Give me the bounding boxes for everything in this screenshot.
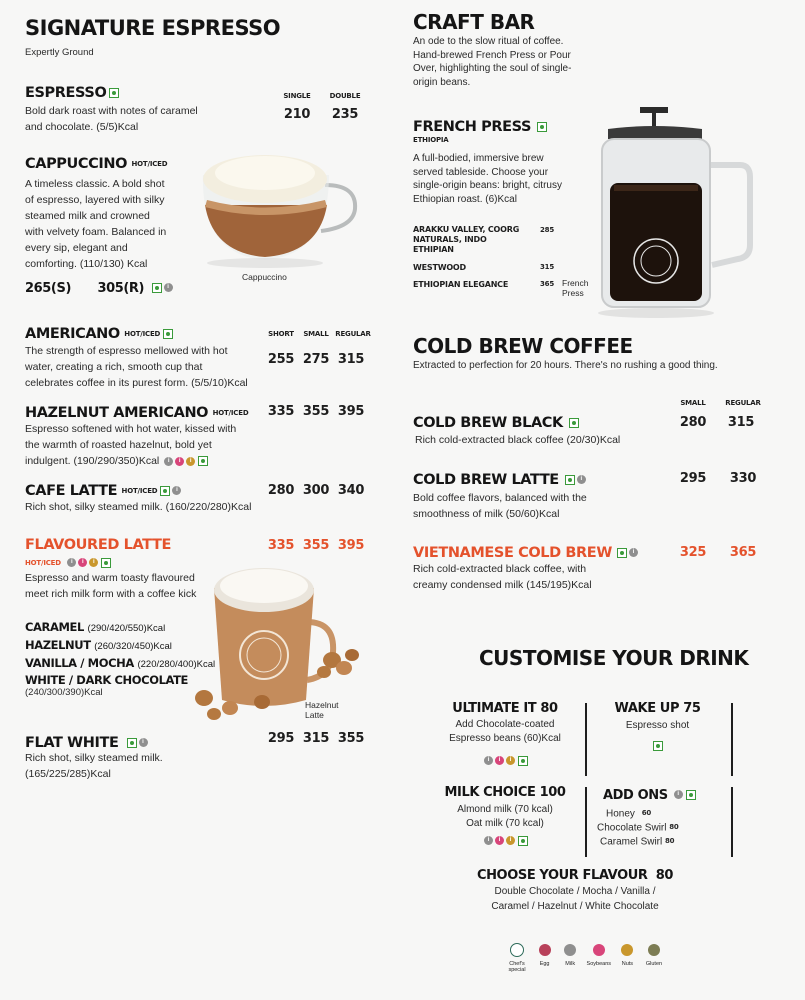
cafe-latte-desc: Rich shot, silky steamed milk. (160/220/280)Kcal <box>25 501 252 513</box>
espresso-price-single: 210 <box>283 107 311 122</box>
french-press-image <box>590 105 760 320</box>
cafe-latte-heading <box>25 482 181 500</box>
veg-icon <box>565 475 575 485</box>
cold-brew-latte-price-regular: 330 <box>729 471 757 486</box>
flavour-kcal: (220/280/400)Kcal <box>137 659 216 670</box>
milk-icon: i <box>139 738 148 747</box>
nuts-icon: i <box>186 457 195 466</box>
soybeans-icon: i <box>175 457 184 466</box>
flavour-name: VANILLA / MOCHA <box>25 656 134 670</box>
flat-white-price-regular: 355 <box>337 731 365 746</box>
vietnamese-cold-brew-desc: Rich cold-extracted black coffee, with creamy condensed milk (145/195)Kcal <box>413 563 592 591</box>
milk-icon: i <box>674 790 683 799</box>
legend-chef-special <box>505 941 529 973</box>
milk-icon <box>564 944 576 956</box>
milk-choice-oat: Oat milk (70 kcal) <box>466 818 544 829</box>
cappuccino-prices <box>25 279 173 297</box>
milk-icon: i <box>172 486 181 495</box>
french-press-heading <box>413 118 547 136</box>
flavour-white-dark-chocolate-kcal: (240/300/390)Kcal <box>25 687 103 698</box>
cold-brew-latte-heading <box>413 471 586 489</box>
flavour-name: WHITE / DARK CHOCOLATE <box>25 673 189 687</box>
divider <box>585 703 587 776</box>
flat-white-price-small: 315 <box>302 731 330 746</box>
milk-icon: i <box>484 756 493 765</box>
legend-soybeans <box>586 941 612 973</box>
flavour-vanilla-mocha <box>25 656 215 670</box>
allergen-legend <box>505 941 665 973</box>
milk-icon: i <box>164 457 173 466</box>
col-regular: REGULAR <box>725 399 761 407</box>
legend-label: Milk <box>565 961 576 967</box>
hazelnut-latte-caption: Hazelnut Latte <box>305 700 339 720</box>
americano-desc: The strength of espresso mellowed with hot water, creating a rich, smooth cup that celebrates coffee in its purest form. (5/5/10)Kcal <box>25 345 248 389</box>
col-small: SMALL <box>303 330 329 338</box>
col-double: DOUBLE <box>329 92 361 100</box>
hazelnut-americano-name: HAZELNUT AMERICANO <box>25 405 209 421</box>
craft-bar-title: CRAFT BAR <box>413 10 535 34</box>
espresso-name: ESPRESSO <box>25 85 107 101</box>
flavour-kcal: (290/420/550)Kcal <box>87 623 166 634</box>
legend-milk <box>560 941 580 973</box>
cold-brew-black-price-regular: 315 <box>727 415 755 430</box>
cold-brew-black-price-small: 280 <box>679 415 707 430</box>
addon-kcal: 80 <box>665 836 675 845</box>
addon-kcal: 80 <box>669 822 679 831</box>
wakeup-desc: Espresso shot <box>625 720 690 731</box>
signature-title: SIGNATURE ESPRESSO <box>25 16 281 40</box>
flavour-hazelnut <box>25 638 172 652</box>
veg-icon <box>109 88 119 98</box>
legend-egg <box>535 941 555 973</box>
hot-iced-tag: HOT/ICED <box>131 159 168 168</box>
cold-brew-subtitle: Extracted to perfection for 20 hours. There's no rushing a good thing. <box>413 360 718 371</box>
bean-arakku: ARAKKU VALLEY, COORG NATURALS, INDO ETHIPIAN <box>413 225 520 254</box>
veg-icon <box>686 790 696 800</box>
choose-flavour-block <box>470 869 680 914</box>
addons-heading <box>603 786 727 804</box>
legend-label: Nuts <box>621 961 634 967</box>
americano-name: AMERICANO <box>25 326 120 342</box>
cafe-latte-price-small: 300 <box>302 483 330 498</box>
cold-brew-black-desc: Rich cold-extracted black coffee (20/30)Kcal <box>415 434 621 446</box>
cold-brew-title: COLD BREW COFFEE <box>413 334 633 358</box>
cold-brew-latte-name: COLD BREW LATTE <box>413 472 559 488</box>
flavour-kcal: (260/320/450)Kcal <box>94 641 172 652</box>
chef-special-icon <box>510 943 524 957</box>
milk-choice-block <box>430 786 580 850</box>
americano-price-small: 275 <box>302 352 330 367</box>
milk-allergens <box>430 832 580 850</box>
craft-bar-desc: An ode to the slow ritual of coffee. Hand-brewed French Press or Pour Over, highlighting the soul of single-origin beans. <box>413 36 572 88</box>
cappuccino-heading <box>25 155 167 173</box>
legend-gluten <box>643 941 665 973</box>
milk-icon: i <box>484 836 493 845</box>
french-press-caption: French Press <box>562 278 589 298</box>
milk-choice-title: MILK CHOICE 100 <box>444 785 566 800</box>
ultimate-block <box>430 702 580 770</box>
cafe-latte-price-regular: 340 <box>337 483 365 498</box>
veg-icon <box>152 283 162 293</box>
addon-caramel-swirl <box>600 835 727 849</box>
flat-white-price-short: 295 <box>267 731 295 746</box>
cappuccino-price-r: 305(R) <box>97 281 145 296</box>
bean-ethiopian-elegance: ETHIOPIAN ELEGANCE <box>413 280 509 289</box>
cold-brew-black-name: COLD BREW BLACK <box>413 415 563 431</box>
nuts-icon <box>621 944 633 956</box>
veg-icon <box>617 548 627 558</box>
addon-honey <box>606 807 727 821</box>
addon-name: Caramel Swirl <box>600 836 663 848</box>
vietnamese-cold-brew-price-small: 325 <box>679 545 707 560</box>
flavoured-latte-price-small: 355 <box>302 538 330 553</box>
wakeup-block <box>600 702 715 755</box>
col-small: SMALL <box>680 399 706 407</box>
flavoured-latte-name: FLAVOURED LATTE <box>25 537 171 553</box>
veg-icon <box>537 122 547 132</box>
choose-flavour-title: CHOOSE YOUR FLAVOUR 80 <box>476 868 674 883</box>
bean-arakku-price: 285 <box>540 226 555 234</box>
milk-icon: i <box>629 548 638 557</box>
veg-icon <box>163 329 173 339</box>
choose-flavour-line1: Double Chocolate / Mocha / Vanilla / <box>494 886 656 897</box>
hot-iced-tag: HOT/ICED <box>25 558 61 567</box>
divider <box>585 787 587 857</box>
cappuccino-image <box>195 145 365 270</box>
cappuccino-desc: A timeless classic. A bold shot of espresso, layered with silky steamed milk and crowned with velvety foam. Balanced in every sip, elegant and comforting. (110/130) Kcal <box>25 178 167 270</box>
legend-nuts <box>617 941 637 973</box>
bean-ethiopian-elegance-price: 365 <box>540 280 555 288</box>
flavour-white-dark-chocolate <box>25 673 188 687</box>
cold-brew-black-heading <box>413 414 579 432</box>
ultimate-allergens <box>430 752 580 770</box>
soybeans-icon <box>593 944 605 956</box>
veg-icon <box>653 741 663 751</box>
divider <box>731 703 733 776</box>
espresso-desc: Bold dark roast with notes of caramel and chocolate. (5/5)Kcal <box>25 105 198 133</box>
divider <box>731 787 733 857</box>
hot-iced-tag: HOT/ICED <box>124 329 161 338</box>
cafe-latte-name: CAFE LATTE <box>25 483 118 499</box>
espresso-heading <box>25 84 119 102</box>
milk-icon: i <box>164 283 173 292</box>
addon-name: Chocolate Swirl <box>597 822 667 834</box>
hazelnut-americano-price-small: 355 <box>302 404 330 419</box>
choose-flavour-line2: Caramel / Hazelnut / White Chocolate <box>491 901 659 912</box>
flavour-name: CARAMEL <box>25 620 84 634</box>
col-regular: REGULAR <box>335 330 371 338</box>
customise-title: CUSTOMISE YOUR DRINK <box>479 646 749 670</box>
french-press-name: FRENCH PRESS <box>413 119 532 135</box>
espresso-price-double: 235 <box>331 107 359 122</box>
legend-label: Soybeans <box>586 961 612 967</box>
veg-icon <box>101 558 111 568</box>
ultimate-title: ULTIMATE IT 80 <box>452 701 558 716</box>
signature-subtitle: Expertly Ground <box>25 47 94 58</box>
veg-icon <box>518 756 528 766</box>
vietnamese-cold-brew-name: VIETNAMESE COLD BREW <box>413 545 612 561</box>
veg-icon <box>518 836 528 846</box>
veg-icon <box>198 456 208 466</box>
americano-price-short: 255 <box>267 352 295 367</box>
french-press-desc: A full-bodied, immersive brew served tableside. Choose your single-origin beans: bright, citrusy Ethiopian roast. (6)Kcal <box>413 153 562 205</box>
french-press-origin: ETHIOPIA <box>413 136 449 144</box>
hot-iced-tag: HOT/ICED <box>121 486 158 495</box>
flavoured-latte-price-short: 335 <box>267 538 295 553</box>
hazelnut-americano-desc <box>25 421 245 469</box>
nuts-icon: i <box>89 558 98 567</box>
milk-choice-almond: Almond milk (70 kcal) <box>457 804 553 815</box>
addon-kcal: 60 <box>641 809 652 817</box>
ultimate-desc: Add Chocolate-coated Espresso beans (60)Kcal <box>449 719 561 744</box>
bean-westwood-price: 315 <box>540 263 555 271</box>
addon-chocolate-swirl <box>597 821 727 835</box>
milk-icon: i <box>577 475 586 484</box>
addons-title: ADD ONS <box>603 788 668 803</box>
flavour-name: HAZELNUT <box>25 638 91 652</box>
legend-label: Egg <box>539 961 550 967</box>
cafe-latte-price-short: 280 <box>267 483 295 498</box>
cappuccino-caption: Cappuccino <box>242 272 287 282</box>
addon-name: Honey <box>606 808 635 820</box>
soybeans-icon: i <box>78 558 87 567</box>
soybeans-icon: i <box>495 756 504 765</box>
col-short: SHORT <box>268 330 294 338</box>
vietnamese-cold-brew-heading <box>413 544 638 562</box>
col-single: SINGLE <box>283 92 311 100</box>
gluten-icon <box>648 944 660 956</box>
cappuccino-name: CAPPUCCINO <box>25 156 128 172</box>
wakeup-title: WAKE UP 75 <box>614 701 701 716</box>
flavour-caramel <box>25 620 165 634</box>
veg-icon <box>569 418 579 428</box>
flavoured-latte-desc: Espresso and warm toasty flavoured meet rich milk form with a coffee kick <box>25 572 197 600</box>
flat-white-desc: Rich shot, silky steamed milk. (165/225/285)Kcal <box>25 752 163 780</box>
flavoured-latte-price-regular: 395 <box>337 538 365 553</box>
wakeup-veg <box>600 737 715 755</box>
cappuccino-price-s: 265(S) <box>25 281 71 296</box>
milk-icon: i <box>67 558 76 567</box>
hot-iced-tag: HOT/ICED <box>212 408 249 417</box>
bean-westwood: WESTWOOD <box>413 263 466 272</box>
americano-heading <box>25 325 173 343</box>
hazelnut-americano-desc-text: Espresso softened with hot water, kissed with the warmth of roasted hazelnut, bold yet indulgent. (190/290/350)Kcal <box>25 423 237 467</box>
addons-block <box>597 786 727 849</box>
hazelnut-americano-heading <box>25 404 248 422</box>
vietnamese-cold-brew-price-regular: 365 <box>729 545 757 560</box>
legend-label: Gluten <box>645 961 663 967</box>
nuts-icon: i <box>506 836 515 845</box>
americano-price-regular: 315 <box>337 352 365 367</box>
cold-brew-latte-desc: Bold coffee flavors, balanced with the smoothness of milk (50/60)Kcal <box>413 492 587 520</box>
flat-white-name: FLAT WHITE <box>25 735 119 751</box>
legend-label: Chef's special <box>508 961 526 973</box>
egg-icon <box>539 944 551 956</box>
nuts-icon: i <box>506 756 515 765</box>
soybeans-icon: i <box>495 836 504 845</box>
veg-icon <box>127 738 137 748</box>
hazelnut-americano-price-regular: 395 <box>337 404 365 419</box>
cold-brew-latte-price-small: 295 <box>679 471 707 486</box>
veg-icon <box>160 486 170 496</box>
hazelnut-americano-price-short: 335 <box>267 404 295 419</box>
